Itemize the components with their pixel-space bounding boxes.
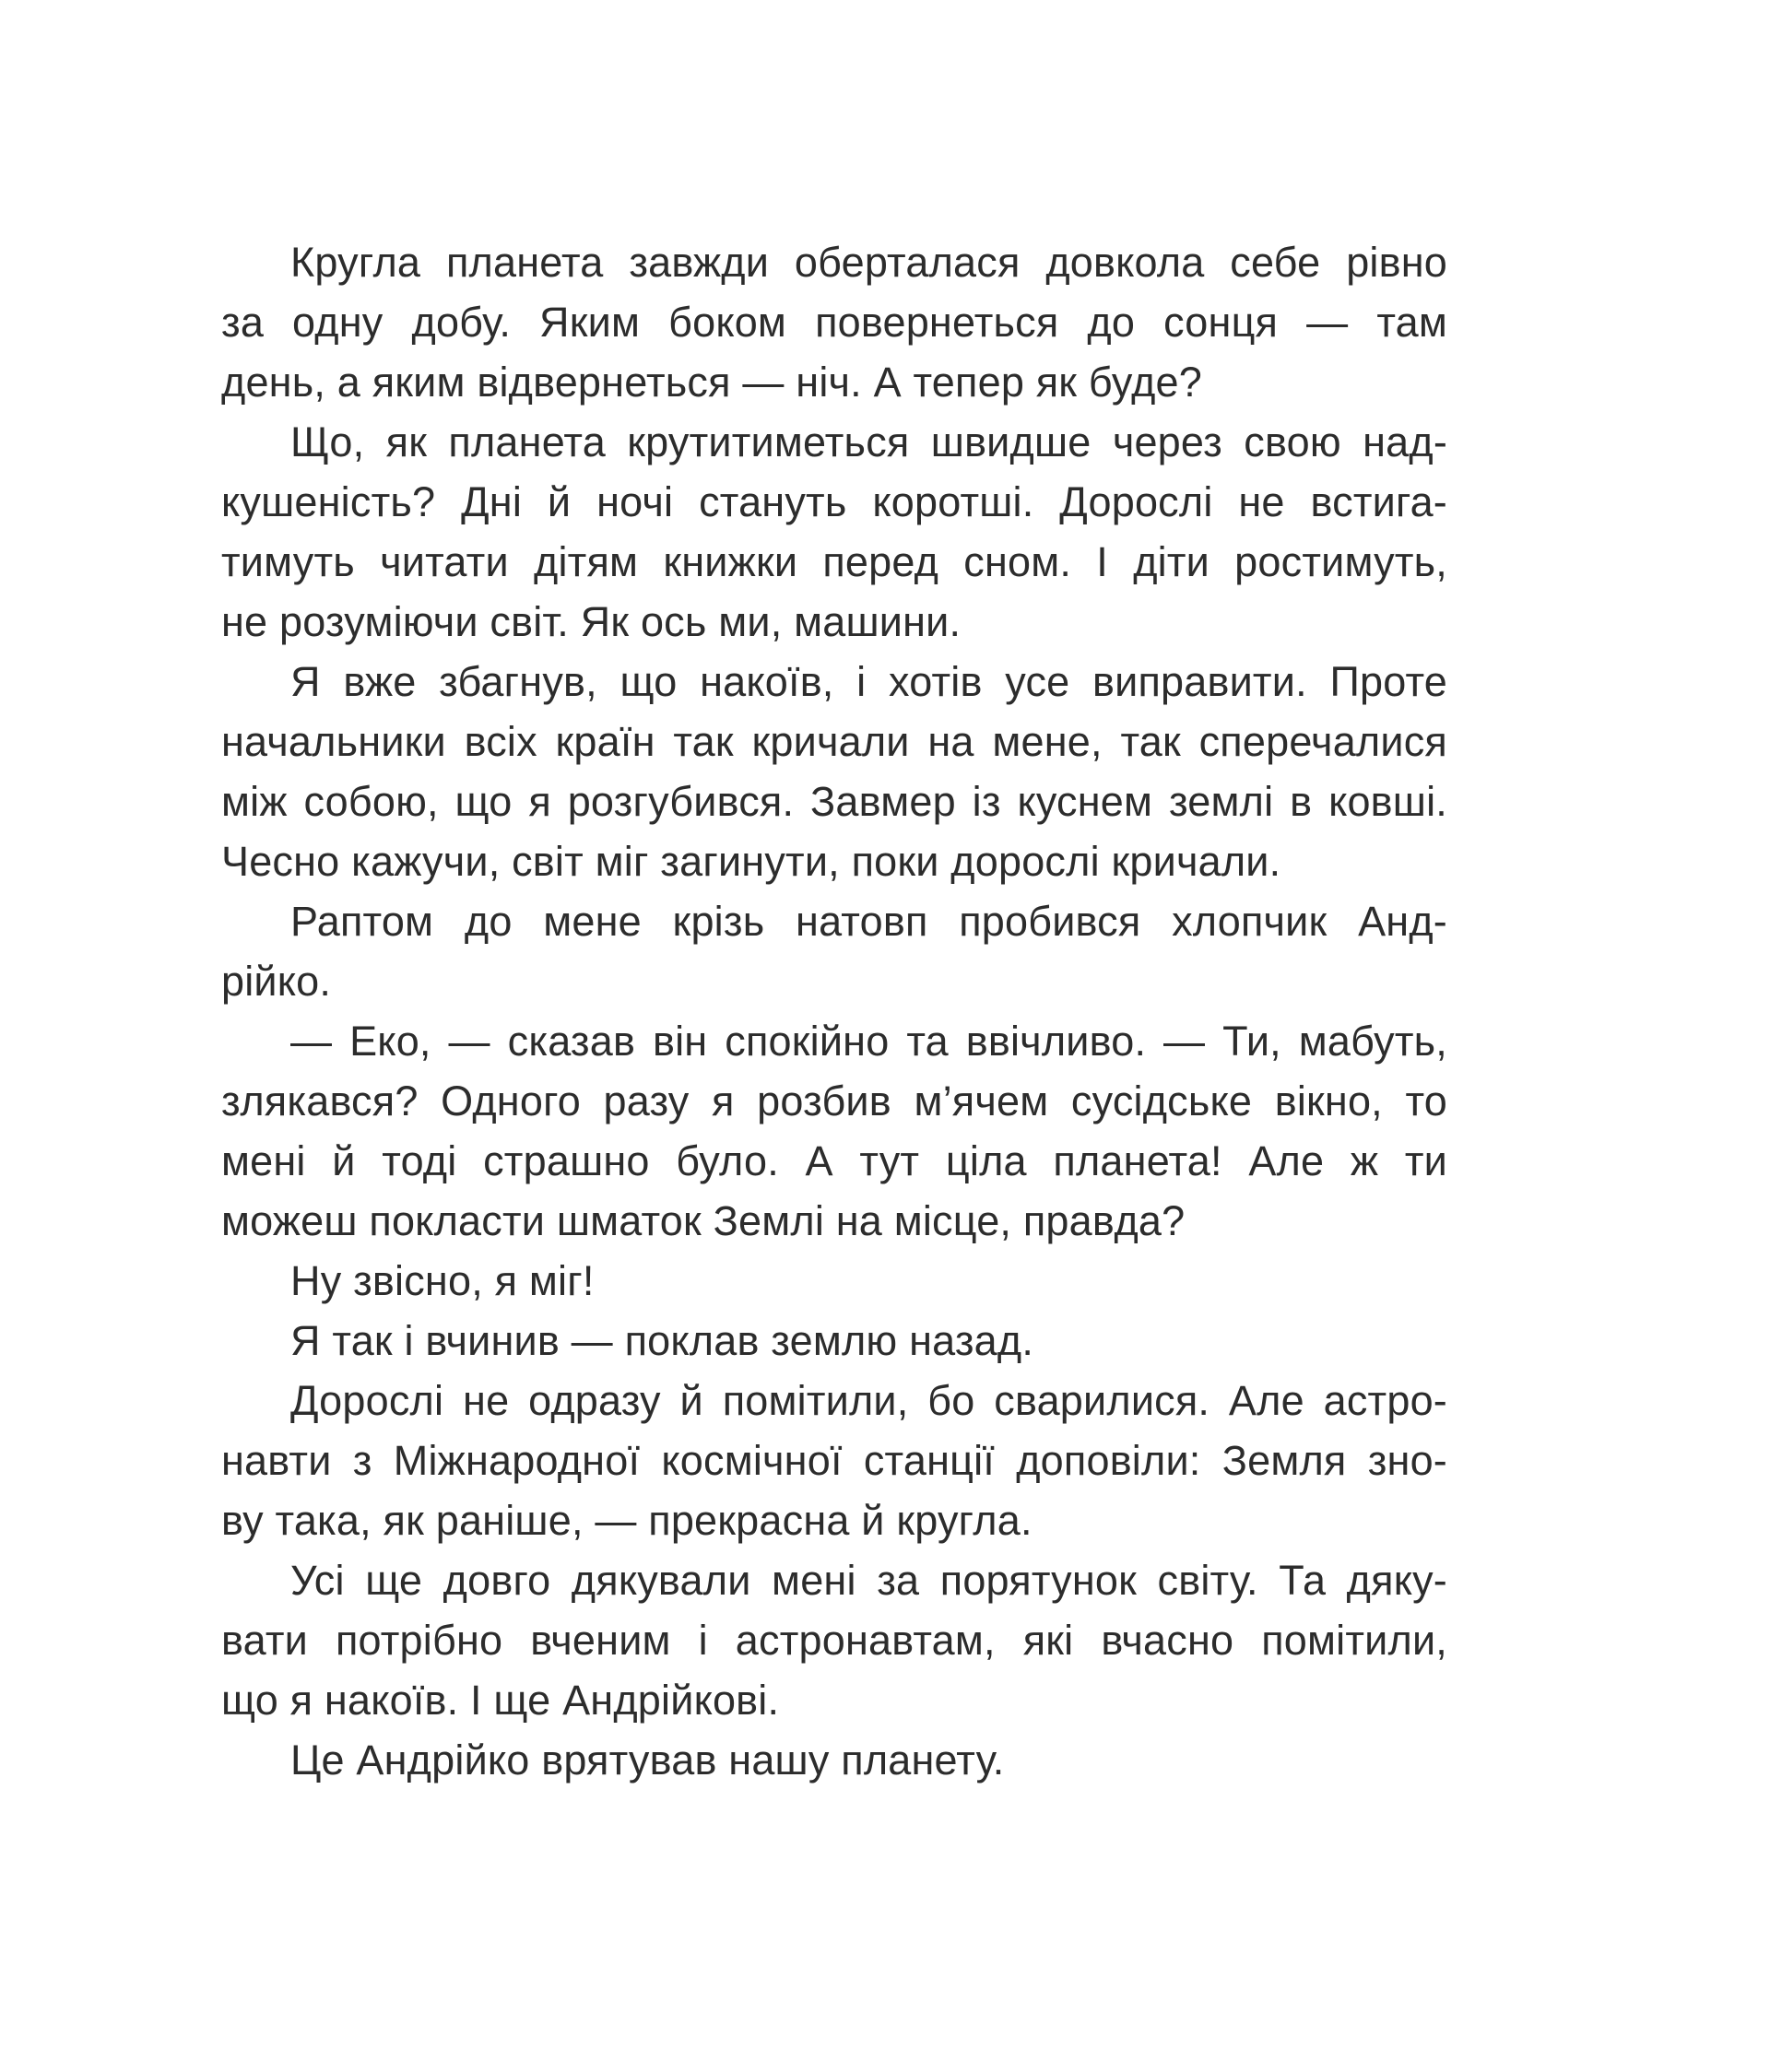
text-line: що я накоїв. І ще Андрійкові. [221,1677,780,1724]
text-line: рійко. [221,958,332,1005]
text-line: злякався? Одного разу я розбив м’ячем сусідське вікно, то [221,1077,1447,1124]
text-line: Дорослі не одразу й помітили, бо сварилися. Але астро- [290,1377,1447,1424]
text-line: вати потрібно вченим і астронавтам, які вчасно помітили, [221,1617,1447,1664]
text-line: Я так і вчинив — поклав землю назад. [290,1317,1034,1364]
text-line: навти з Міжнародної космічної станції доповіли: Земля зно- [221,1437,1447,1484]
text-line: Чесно кажучи, світ міг загинути, поки дорослі кричали. [221,838,1281,885]
text-line: Ну звісно, я міг! [290,1257,595,1304]
paragraph [221,232,1447,412]
book-page-text [221,232,1447,1790]
paragraph [221,1251,1447,1311]
text-line: день, а яким відвернеться — ніч. А тепер як буде? [221,359,1203,406]
paragraph [221,412,1447,652]
paragraph [221,1011,1447,1251]
paragraph [221,1730,1447,1790]
paragraph [221,891,1447,1011]
text-line: Що, як планета крутитиметься швидше через свою над- [290,418,1447,465]
text-line: Раптом до мене крізь натовп пробився хлопчик Анд- [290,898,1447,945]
text-line: — Еко, — сказав він спокійно та ввічливо. — Ти, мабуть, [290,1018,1447,1065]
paragraph [221,1371,1447,1550]
paragraph [221,1550,1447,1730]
text-line: ву така, як раніше, — прекрасна й кругла. [221,1497,1032,1544]
text-line: за одну добу. Яким боком повернеться до сонця — там [221,299,1447,346]
text-line: кушеність? Дні й ночі стануть коротші. Дорослі не встига- [221,478,1447,525]
text-line: начальники всіх країн так кричали на мене, так сперечалися [221,718,1447,765]
text-line: не розуміючи світ. Як ось ми, машини. [221,598,962,645]
text-line: тимуть читати дітям книжки перед сном. І діти ростимуть, [221,538,1447,585]
text-line: Я вже збагнув, що накоїв, і хотів усе виправити. Проте [290,658,1447,705]
text-line: між собою, що я розгубився. Завмер із куснем землі в ковші. [221,778,1447,825]
paragraph [221,652,1447,891]
text-line: мені й тоді страшно було. А тут ціла планета! Але ж ти [221,1137,1447,1184]
text-line: Кругла планета завжди оберталася довкола себе рівно [290,239,1447,286]
text-line: Усі ще довго дякували мені за порятунок світу. Та дяку- [290,1557,1447,1604]
text-line: Це Андрійко врятував нашу планету. [290,1736,1005,1784]
text-line: можеш покласти шматок Землі на місце, правда? [221,1197,1186,1244]
paragraph [221,1311,1447,1371]
